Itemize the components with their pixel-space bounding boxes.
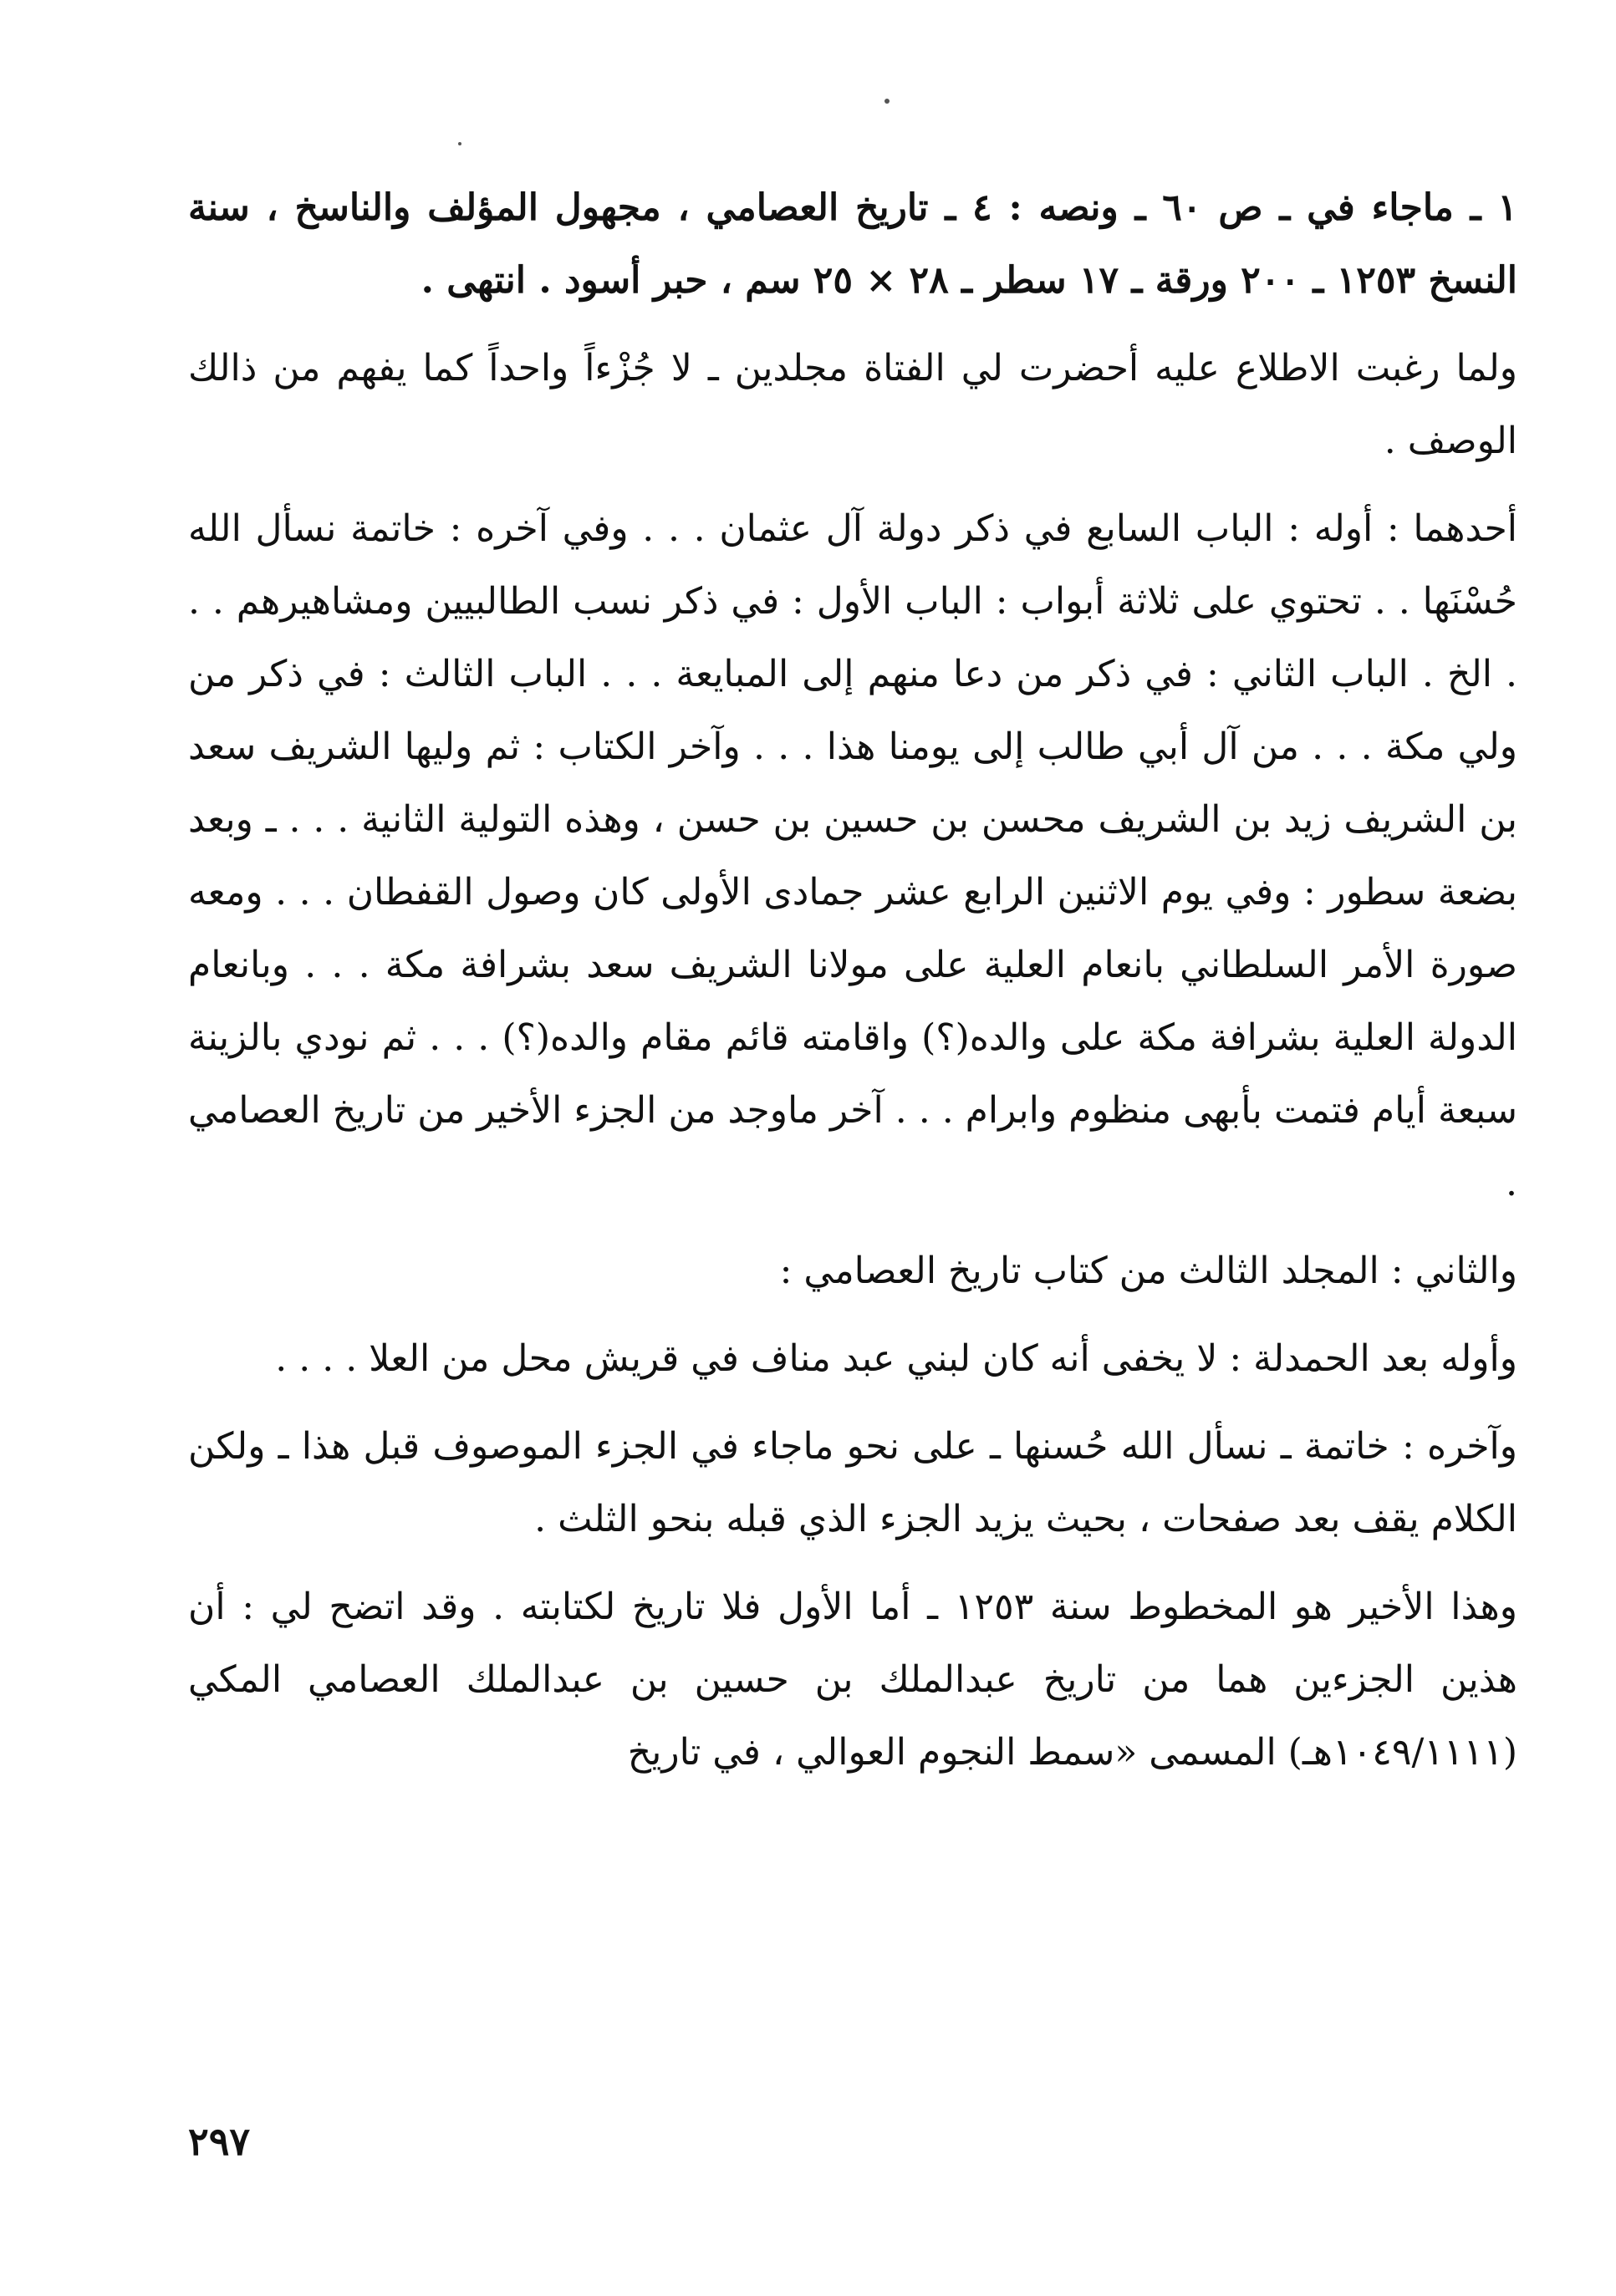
paragraph-first-volume: أحدهما : أوله : الباب السابع في ذكر دولة آل عثمان . . . وفي آخره : خاتمة نسأل الله حُسْنَها . . تحتوي على ثلاثة أبواب : الباب الأول : في ذكر نسب الطالبيين ومشاهيرهم . . . الخ . الباب الثاني : في ذكر من دعا منهم إلى المبايعة . . . الباب الثالث : في ذكر من ولي مكة . . . من آل أبي طالب إلى يومنا هذا . . . وآخر الكتاب : ثم وليها الشريف سعد بن الشريف زيد بن الشريف محسن بن حسين بن حسن ، وهذه التولية الثانية . . . ـ وبعد بضعة سطور : وفي يوم الاثنين الرابع عشر جمادى الأولى كان وصول القفطان . . . ومعه صورة الأمر السلطاني بانعام العلية على مولانا الشريف سعد بشرافة مكة . . . وبانعام الدولة العلية بشرافة مكة على والده(؟) واقامته قائم مقام والده(؟) . . . ثم نودي بالزينة سبعة أيام فتمت بأبهى منظوم وابرام . . . آخر ماوجد من الجزء الأخير من تاريخ العصامي . xyxy=(188,507,1517,1204)
body-text xyxy=(188,171,1517,1804)
scan-speck xyxy=(458,142,461,145)
paragraph-conclusion: وهذا الأخير هو المخطوط سنة ١٢٥٣ ـ أما الأول فلا تاريخ لكتابته . وقد اتضح لي : أن هذين الجزءين هما من تاريخ عبدالملك بن حسين بن عبدالملك العصامي المكي (١٠٤٩/١١١١هـ) المسمى «سمط النجوم العوالي ، في تاريخ xyxy=(188,1586,1517,1774)
paragraph-second-volume-start: وأوله بعد الحمدلة : لا يخفى أنه كان لبني عبد مناف في قريش محل من العلا . . . . xyxy=(275,1337,1517,1380)
paragraph-second-volume: والثاني : المجلد الثالث من كتاب تاريخ العصامي : xyxy=(779,1250,1517,1292)
paragraph-two-volumes: ولما رغبت الاطلاع عليه أحضرت لي الفتاة مجلدين ـ لا جُزْءاً واحداً كما يفهم من ذالك الوصف . xyxy=(188,347,1517,462)
scan-speck xyxy=(884,99,890,104)
page-number: ٢٩٧ xyxy=(188,2119,251,2164)
paragraph-second-volume-end: وآخره : خاتمة ـ نسأل الله حُسنها ـ على نحو ماجاء في الجزء الموصوف قبل هذا ـ ولكن الكلام يقف بعد صفحات ، بحيث يزيد الجزء الذي قبله بنحو الثلث . xyxy=(188,1425,1517,1540)
paragraph-catalog-entry: ١ ـ ماجاء في ـ ص ٦٠ ـ ونصه : ٤ ـ تاريخ العصامي ، مجهول المؤلف والناسخ ، سنة النسخ ١٢٥٣ ـ ٢٠٠ ورقة ـ ١٧ سطر ـ ٢٨ × ٢٥ سم ، حبر أسود . انتهى . xyxy=(188,186,1517,302)
